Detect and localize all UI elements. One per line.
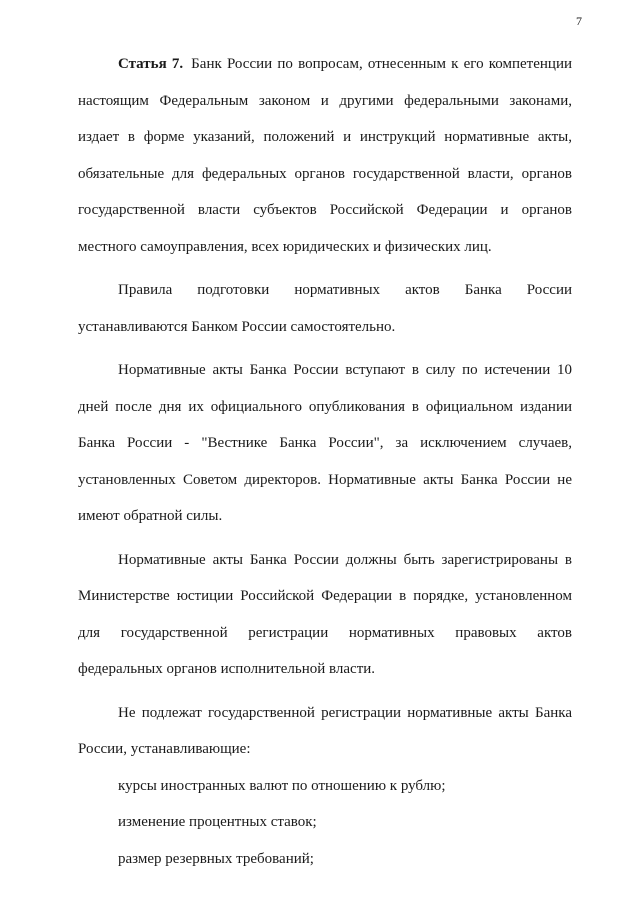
paragraph-registration: Нормативные акты Банка России должны быть зарегистрированы в Министерстве юстиции Российской Федерации в порядке, установленном для государственной регистрации нормативных правовых актов федеральных органов исполнительной власти. bbox=[78, 551, 572, 677]
paragraph-rules-preparation: Правила подготовки нормативных актов Банка России устанавливаются Банком России самостоятельно. bbox=[78, 282, 572, 335]
document-body bbox=[78, 46, 572, 877]
list-item-exchange-rates: курсы иностранных валют по отношению к рублю; bbox=[118, 777, 446, 794]
article-intro-text: Банк России по вопросам, отнесенным к его компетенции настоящим Федеральным законом и другими федеральными законами, издает в форме указаний, положений и инструкций нормативные акты, обязательные для федеральных органов государственной власти, органов государственной власти субъектов Российской Федерации и органов местного самоуправления, всех юридических и физических лиц. bbox=[78, 56, 573, 255]
list-item-interest-rates: изменение процентных ставок; bbox=[118, 814, 317, 830]
article-heading: Статья 7. bbox=[118, 56, 184, 72]
paragraph-entry-into-force: Нормативные акты Банка России вступают в силу по истечении 10 дней после дня их официального опубликования в официальном издании Банка России - "Вестнике Банка России", за исключением случаев, установленных Советом директоров. Нормативные акты Банка России не имеют обратной силы. bbox=[78, 362, 572, 524]
page-number: 7 bbox=[576, 14, 582, 28]
paragraph-exemptions: Не подлежат государственной регистрации нормативные акты Банка России, устанавливающие: bbox=[78, 704, 572, 757]
list-item-reserve-requirements: размер резервных требований; bbox=[118, 850, 314, 867]
article-7-paragraph bbox=[78, 46, 572, 265]
